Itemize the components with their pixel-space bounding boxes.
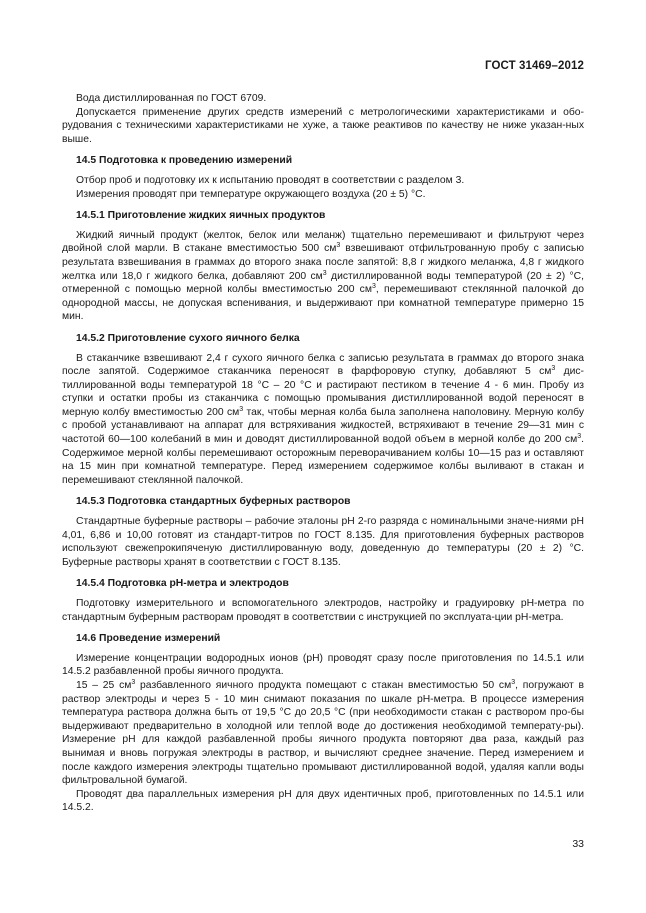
text-run: 15 – 25 см	[76, 679, 132, 691]
text-run: Проводят два параллельных измерения рН для двух идентичных проб, приготовленных по 14.5.1 или 14.5.2.	[62, 788, 584, 814]
superscript: 3	[551, 365, 556, 373]
text-run: В стаканчике взвешивают 2,4 г сухого яичного белка с записью результата в граммах до второго знака после запятой. Содержимое стаканчика переносят в фарфоровую ступку, добавляют 5 см	[62, 352, 584, 378]
superscript: 3	[131, 678, 136, 686]
section-heading: 14.6 Проведение измерений	[76, 633, 221, 645]
text-run: так, чтобы мерная колба была заполнена наполовину. Мерную колбу с пробой устанавливают на аппарат для встряхивания жидкостей, встряхивают в течение 29—31 мин с частотой 60—100 колебаний в мин и доводят дистиллированной водой объем в мерной колбе до 200 см	[62, 406, 585, 446]
paragraph	[62, 515, 584, 569]
text-run: Измерение концентрации водородных ионов (рН) проводят сразу после приготовления по 14.5.1 или 14.5.2 разбавленной пробы яичного продукта.	[62, 652, 584, 678]
paragraph	[62, 106, 584, 147]
text-run: дис-тиллированной воды температурой 18 °С – 20 °С и растирают пестиком в течение 4 - 6 мин. Пробу из ступки и остатки пробы из стаканчика с помощью промывания дистиллированной водой переносят в мерную колбу вместимостью 200 см	[62, 366, 584, 418]
paragraph	[62, 679, 584, 788]
text-run: разбавленного яичного продукта помещают с стакан вместимостью 50 см	[135, 679, 512, 691]
text-run: , погружают в раствор электроды и через 5 - 10 мин снимают показания по шкале рН-метра. В процессе измерения температура раствора должна быть от 19,5 °С до 20,5 °С (при необходимости стакан с раствором про-бы выдерживают предварительно в холодной или теплой воде до достижения необходимой температу-ры). Измерение рН для каждой разбавленной пробы яичного продукта повторяют два раза, каждый раз вынимая и вновь погружая электроды в раствор, и вычисляют среднее значение. Перед измерением и после каждого измерения электроды тщательно промывают дистиллированной водой, удаляя капли воды фильтровальной бумагой.	[62, 679, 585, 787]
page-number: 33	[572, 838, 584, 850]
superscript: 3	[239, 405, 244, 413]
text-run: Допускается применение других средств измерений с метрологическими характеристиками и обо-рудования с техническими характеристиками не хуже, а также реактивов по качеству не ниже указан-ных выше.	[62, 106, 584, 145]
text-run: дистиллированной воды температурой (20 ± 2) °С, отмеренной с помощью мерной колбы вместимостью 200 см	[62, 270, 584, 296]
text-run: Жидкий яичный продукт (желток, белок или меланж) тщательно перемешивают и фильтруют через двойной слой марли. В стакане вместимостью 500 см	[62, 229, 584, 255]
superscript: 3	[371, 283, 376, 291]
text-run: Стандартные буферные растворы – рабочие эталоны рН 2-го разряда с номинальными значе-ниями рН 4,01, 6,86 и 10,00 готовят из стандарт-титров по ГОСТ 8.135. Для приготовления буферных растворов используют свежепрокипяченую дистиллированную воду, доведенную до температуры (20 ± 2) °С. Буферные растворы хранят в соответствии с ГОСТ 8.135.	[62, 516, 584, 568]
paragraph	[62, 352, 584, 488]
section-heading: 14.5.4 Подготовка рН-метра и электродов	[76, 578, 289, 590]
text-run: . Содержимое мерной колбы перемешивают осторожным переворачиванием колбы 10—15 раз и оставляют на 15 мин при комнатной температуре. Перед измерением содержимое колбы выливают в стакан и перемешивают стеклянной палочкой.	[62, 434, 584, 486]
paragraph	[62, 229, 584, 324]
paragraph	[62, 597, 584, 624]
paragraph	[62, 174, 584, 188]
superscript: 3	[322, 269, 327, 277]
section-heading: 14.5.2 Приготовление сухого яичного белка	[76, 332, 300, 344]
section-heading: 14.5.1 Приготовление жидких яичных продуктов	[76, 210, 326, 222]
section-heading: 14.5.3 Подготовка стандартных буферных растворов	[76, 496, 351, 508]
paragraph	[62, 652, 584, 679]
text-run: Подготовку измерительного и вспомогательного электродов, настройку и градуировку рН-метра по стандартным буферным растворам проводят в соответствии с инструкцией по эксплуата-ции рН-метра.	[62, 598, 584, 623]
paragraph	[62, 788, 584, 815]
text-run: , перемешивают стеклянной палочкой до однородной массы, не допуская вспенивания, и выдерживают при комнатной температуре примерно 15 мин.	[62, 284, 584, 323]
superscript: 3	[511, 678, 516, 686]
document-standard-number: ГОСТ 31469–2012	[484, 60, 584, 72]
paragraph	[62, 188, 584, 202]
superscript: 3	[577, 433, 582, 441]
text-run: Измерения проводят при температуре окружающего воздуха (20 ± 5) °С.	[76, 188, 426, 200]
text-run: взвешивают отфильтрованную пробу с записью результата взвешивания в граммах до второго знака после запятой: 8,8 г жидкого меланжа, 4,8 г жидкого желтка или 18,0 г жидкого белка, добавляют 200 см	[62, 243, 584, 282]
document-body	[62, 92, 584, 815]
text-run: Отбор проб и подготовку их к испытанию проводят в соответствии с разделом 3.	[76, 174, 465, 186]
superscript: 3	[336, 242, 341, 250]
text-run: Вода дистиллированная по ГОСТ 6709.	[76, 93, 267, 104]
paragraph	[62, 92, 584, 106]
section-heading: 14.5 Подготовка к проведению измерений	[76, 155, 293, 167]
